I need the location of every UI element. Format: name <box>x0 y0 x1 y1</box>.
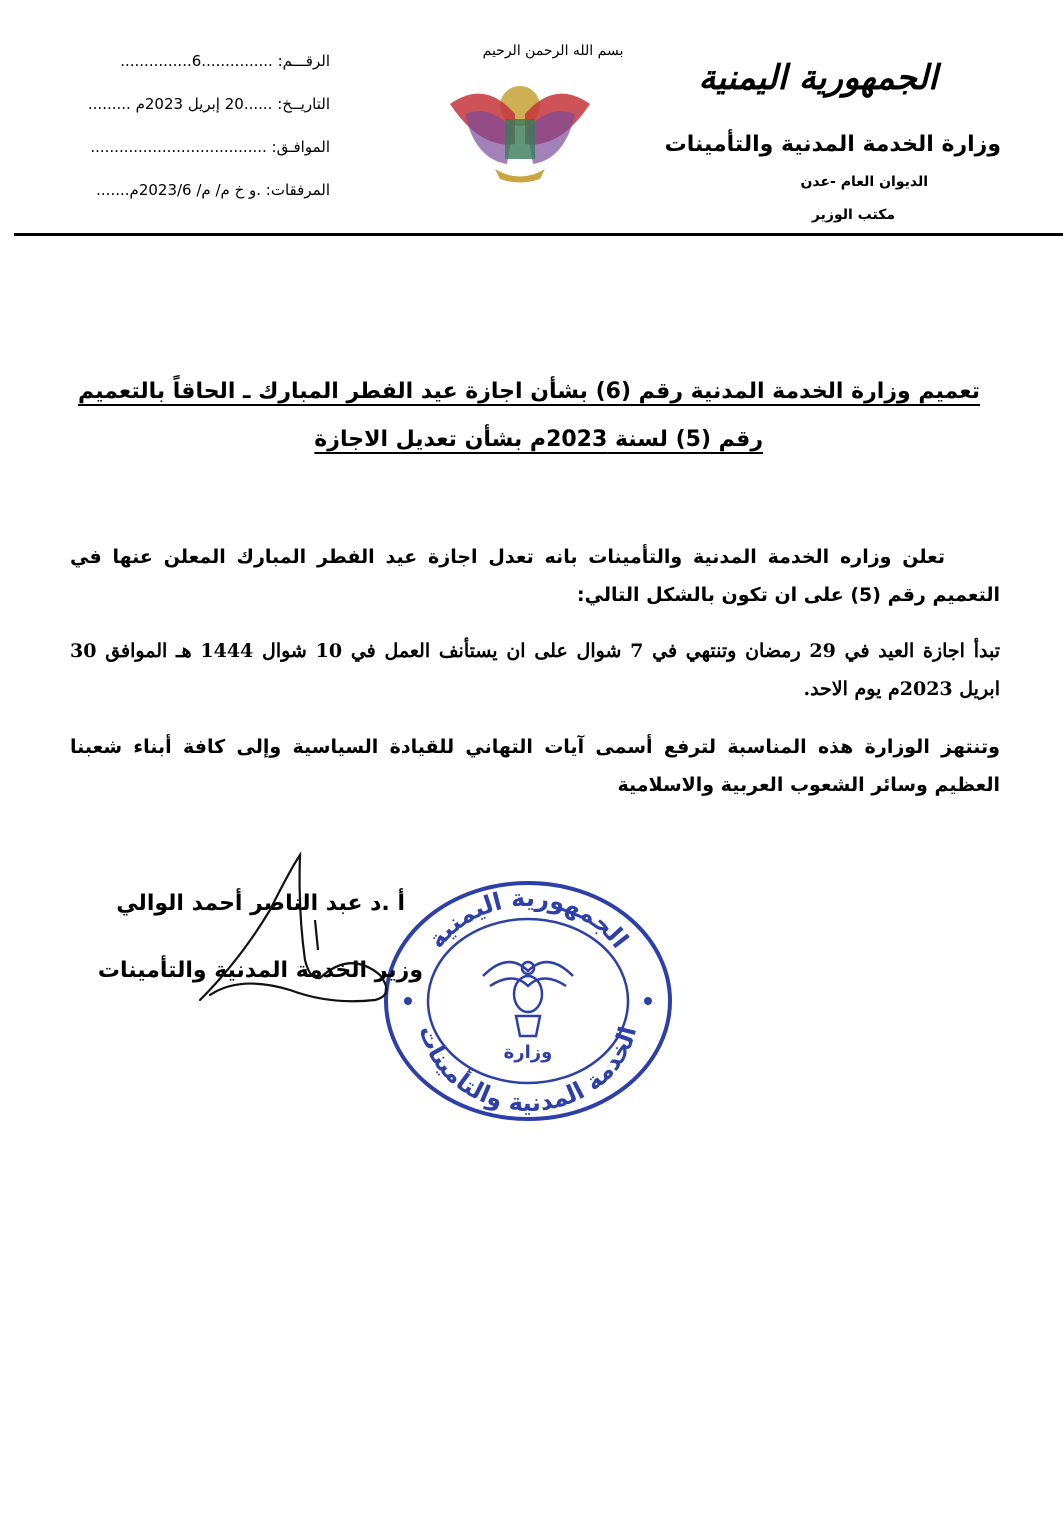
circular-title-line-2: رقم (5) لسنة 2023م بشأن تعديل الاجازة <box>314 427 763 452</box>
handwritten-signature <box>180 850 450 1010</box>
signer-name: أ .د عبد الناصر أحمد الوالي <box>116 891 405 916</box>
doc-attachments-field: المرفقات: .و خ م/ م/ 2023/6م....... <box>96 181 330 199</box>
basmala: بسم الله الرحمن الرحيم <box>482 43 624 59</box>
stamp-top-text: الجمهورية اليمنية <box>422 883 634 954</box>
ministry-name: وزارة الخدمة المدنية والتأمينات <box>664 132 1001 157</box>
doc-corresponding-field: الموافـق: ..................................... <box>90 138 330 156</box>
diwan-location: الديوان العام -عدن <box>800 174 928 190</box>
doc-date-field: التاريــخ: ......20 إبريل 2023م ......... <box>87 95 330 113</box>
doc-number-field: الرقـــم: ...............6............... <box>120 52 330 70</box>
circular-title-line-1: تعميم وزارة الخدمة المدنية رقم (6) بشأن اجازة عيد الفطر المبارك ـ الحاقاً بالتعميم <box>77 379 980 404</box>
stamp-bottom-text: الخدمة المدنية والتأمينات <box>413 1021 643 1118</box>
republic-logo-text: الجمهورية اليمنية <box>698 58 938 98</box>
header-divider <box>14 233 1063 236</box>
signer-title: وزير الخدمة المدنية والتأمينات <box>97 958 423 983</box>
minister-office: مكتب الوزير <box>811 207 895 223</box>
body-paragraph-dates: تبدأ اجازة العيد في 29 رمضان وتنتهي في 7 شوال على ان يستأنف العمل في 10 شوال 1444 هـ الموافق 30 ابريل 2023م يوم الاحد. <box>70 640 1000 700</box>
yemen-eagle-emblem-icon <box>445 74 595 186</box>
stamp-center-text: وزارة <box>503 1042 553 1063</box>
stamp-eagle-icon <box>483 962 573 1036</box>
body-paragraph-greetings: وتنتهز الوزارة هذه المناسبة لترفع أسمى آيات التهاني للقيادة السياسية وإلى كافة أبناء شعبنا العظيم وسائر الشعوب العربية والاسلامية <box>70 736 1000 796</box>
body-paragraph-announcement: تعلن وزاره الخدمة المدنية والتأمينات بانه تعدل اجازة عيد الفطر المبارك المعلن عنها في التعميم رقم (5) على ان تكون بالشكل التالي: <box>70 546 1000 606</box>
